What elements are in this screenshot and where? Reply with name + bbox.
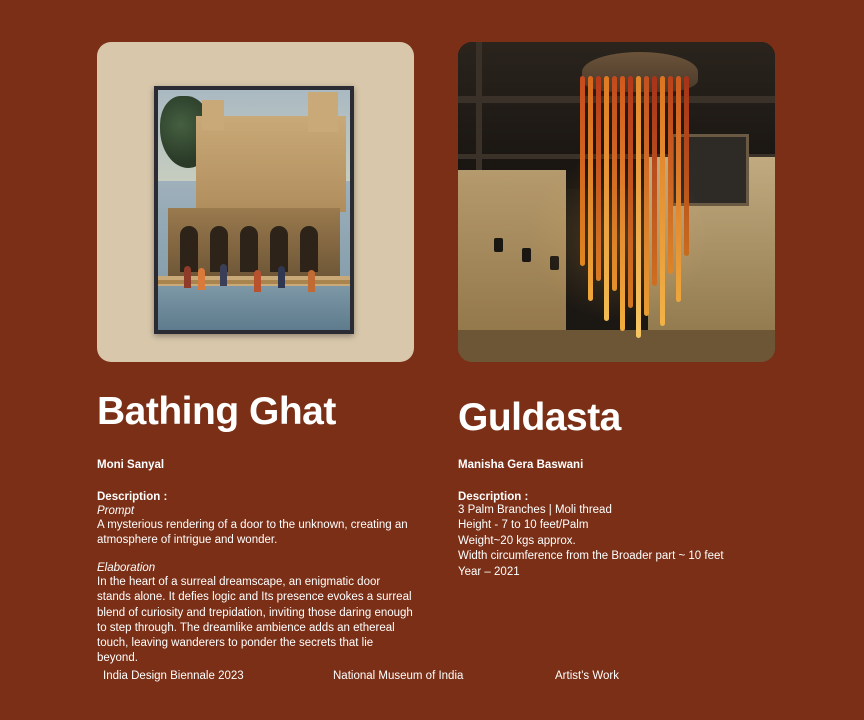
column-guldasta (458, 42, 775, 666)
thread-strand (628, 76, 633, 308)
column-bathing-ghat (97, 42, 414, 666)
painting-arch (240, 226, 258, 272)
artwork-image-bathing-ghat (97, 42, 414, 362)
palm-thread-sculpture (574, 52, 704, 352)
painting-tower-left (202, 100, 224, 130)
thread-strand (684, 76, 689, 256)
painting-figure (198, 268, 205, 290)
artist-name: Moni Sanyal (97, 458, 165, 471)
thread-strand (676, 76, 681, 302)
footer-credit: Artist's Work (555, 670, 619, 682)
thread-strand (596, 76, 601, 281)
painting-water (158, 286, 350, 330)
footer-venue: National Museum of India (333, 670, 464, 682)
painting-arch (180, 226, 198, 272)
footer-event: India Design Biennale 2023 (103, 670, 244, 682)
prompt-label: Prompt (97, 504, 135, 517)
thread-strand (604, 76, 609, 321)
painting-tower-right (308, 92, 338, 132)
thread-strand (636, 76, 641, 338)
spec-year: Year – 2021 (458, 566, 520, 578)
artwork-title: Bathing Ghat (97, 390, 336, 433)
painting-arcade (168, 208, 340, 278)
elaboration-label: Elaboration (97, 562, 156, 575)
painting-figure (254, 270, 261, 292)
thread-strand (588, 76, 593, 301)
painting-mount (154, 86, 354, 334)
thread-strand (652, 76, 657, 286)
painting-arch (300, 226, 318, 272)
thread-strand (660, 76, 665, 326)
thread-strand (580, 76, 585, 266)
prompt-text: A mysterious rendering of a door to the unknown, creating an atmosphere of intrigue and wonder. (97, 518, 408, 547)
thread-strand (644, 76, 649, 316)
thread-strand (612, 76, 617, 291)
painting-figure (278, 266, 285, 288)
spec-height: Height - 7 to 10 feet/Palm (458, 519, 589, 532)
thread-strand (668, 76, 673, 274)
painting-figure (308, 270, 315, 292)
thread-strand (620, 76, 625, 331)
artwork-title: Guldasta (458, 396, 621, 439)
spotlight (494, 238, 503, 252)
painting-arch (270, 226, 288, 272)
description-label: Description : (458, 490, 529, 503)
spec-materials: 3 Palm Branches | Moli thread (458, 503, 612, 516)
painting-surface (158, 90, 350, 330)
text-spacer (97, 548, 414, 560)
spec-width: Width circumference from the Broader part ~ 10 feet (458, 550, 724, 563)
description-label: Description : (97, 490, 168, 503)
artwork-image-guldasta (458, 42, 775, 362)
spec-weight: Weight~20 kgs approx. (458, 534, 576, 547)
painting-figure (220, 264, 227, 286)
painting-figure (184, 266, 191, 288)
footer (0, 670, 864, 682)
elaboration-text: In the heart of a surreal dreamscape, an enigmatic door stands alone. It defies logic and Its presence evokes a surreal blend of curiosity and trepidation, inviting those daring enough to step through. The dreamlike ambience adds an ethereal touch, leaving wanderers to ponder the secrets that lie beyond. (97, 576, 413, 665)
artist-name: Manisha Gera Baswani (458, 458, 584, 471)
